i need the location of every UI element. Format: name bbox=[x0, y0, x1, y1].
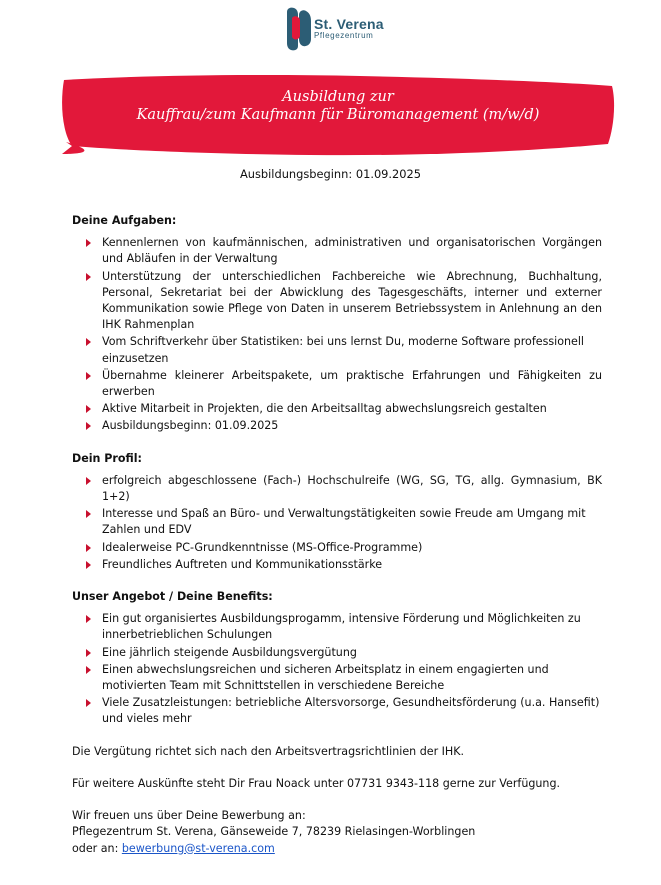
list-item: Interesse und Spaß an Büro- und Verwaltungstätigkeiten sowie Freude am Umgang mit Zahlen und EDV bbox=[72, 506, 602, 538]
contact-paragraph: Für weitere Auskünfte steht Dir Frau Noack unter 07731 9343-118 gerne zur Verfügung. bbox=[72, 776, 561, 790]
section-title-tasks: Deine Aufgaben: bbox=[72, 214, 177, 227]
brand-name: St. Verena bbox=[314, 16, 384, 32]
bullet-icon bbox=[86, 405, 91, 413]
list-item: Idealerweise PC-Grundkenntnisse (MS-Office-Programme) bbox=[72, 540, 602, 556]
bullet-icon bbox=[86, 372, 91, 380]
bullet-icon bbox=[86, 649, 91, 657]
tasks-list bbox=[72, 235, 602, 434]
bullet-icon bbox=[86, 422, 91, 430]
bullet-icon bbox=[86, 273, 91, 281]
brand-subtitle: Pflegezentrum bbox=[314, 31, 374, 40]
logo-mark-icon bbox=[284, 6, 314, 52]
bullet-icon bbox=[86, 615, 91, 623]
bullet-icon bbox=[86, 338, 91, 346]
bullet-icon bbox=[86, 477, 91, 485]
logo bbox=[284, 6, 404, 52]
list-item: Aktive Mitarbeit in Projekten, die den Arbeitsalltag abwechslungsreich gestalten bbox=[72, 401, 602, 417]
start-date: Ausbildungsbeginn: 01.09.2025 bbox=[239, 167, 422, 181]
address-line: Pflegezentrum St. Verena, Gänseweide 7, 78239 Rielasingen-Worblingen bbox=[72, 825, 476, 839]
list-item: Unterstützung der unterschiedlichen Fachbereiche wie Abrechnung, Buchhaltung, Personal, Sekretariat bei der Abwicklung des Tagesgeschäfts, interner und externer Kommunikation sowie Pflege von Daten in unserem Betriebssystem in Anlehnung an den IHK Rahmenplan bbox=[72, 269, 602, 334]
banner-title bbox=[60, 88, 616, 124]
job-description bbox=[72, 213, 602, 857]
section-title-benefits: Unser Angebot / Deine Benefits: bbox=[72, 590, 273, 604]
list-item: Einen abwechslungsreichen und sicheren Arbeitsplatz in einem engagierten und motivierten Team mit Schnittstellen in verschiedene Bereiche bbox=[72, 662, 602, 694]
list-item: Ausbildungsbeginn: 01.09.2025 bbox=[72, 418, 602, 434]
email-line: oder an: bewerbung@st-verena.com bbox=[72, 841, 275, 855]
banner-title-line2: Kauffrau/zum Kaufmann für Büromanagement (m/w/d) bbox=[136, 107, 540, 123]
salary-paragraph: Die Vergütung richtet sich nach den Arbeitsvertragsrichtlinien der IHK. bbox=[72, 744, 465, 758]
email-link[interactable]: bewerbung@st-verena.com bbox=[121, 841, 275, 855]
list-item: Kennenlernen von kaufmännischen, administrativen und organisatorischen Vorgängen und Abläufen in der Verwaltung bbox=[72, 235, 602, 267]
bullet-icon bbox=[86, 666, 91, 674]
list-item: Vom Schriftverkehr über Statistiken: bei uns lernst Du, moderne Software professionell einzusetzen bbox=[72, 334, 602, 366]
list-item: erfolgreich abgeschlossene (Fach-) Hochschulreife (WG, SG, TG, allg. Gymnasium, BK 1+2) bbox=[72, 473, 602, 505]
bullet-icon bbox=[86, 699, 91, 707]
bullet-icon bbox=[86, 239, 91, 247]
bullet-icon bbox=[86, 544, 91, 552]
benefits-list bbox=[72, 611, 602, 727]
list-item: Viele Zusatzleistungen: betriebliche Altersvorsorge, Gesundheitsförderung (u.a. Hansefit) und vieles mehr bbox=[72, 695, 602, 727]
list-item: Übernahme kleinerer Arbeitspakete, um praktische Erfahrungen und Fähigkeiten zu erwerben bbox=[72, 368, 602, 400]
closing-line: Wir freuen uns über Deine Bewerbung an: bbox=[72, 809, 306, 823]
profile-list bbox=[72, 473, 602, 573]
bullet-icon bbox=[86, 510, 91, 518]
list-item: Ein gut organisiertes Ausbildungsprogamm, intensive Förderung und Möglichkeiten zu innerbetrieblichen Schulungen bbox=[72, 611, 602, 643]
bullet-icon bbox=[86, 561, 91, 569]
closing-block bbox=[72, 808, 602, 857]
list-item: Freundliches Auftreten und Kommunikationsstärke bbox=[72, 557, 602, 573]
section-title-profile: Dein Profil: bbox=[72, 451, 142, 465]
list-item: Eine jährlich steigende Ausbildungsvergütung bbox=[72, 645, 602, 661]
banner-title-line1: Ausbildung zur bbox=[282, 89, 394, 105]
